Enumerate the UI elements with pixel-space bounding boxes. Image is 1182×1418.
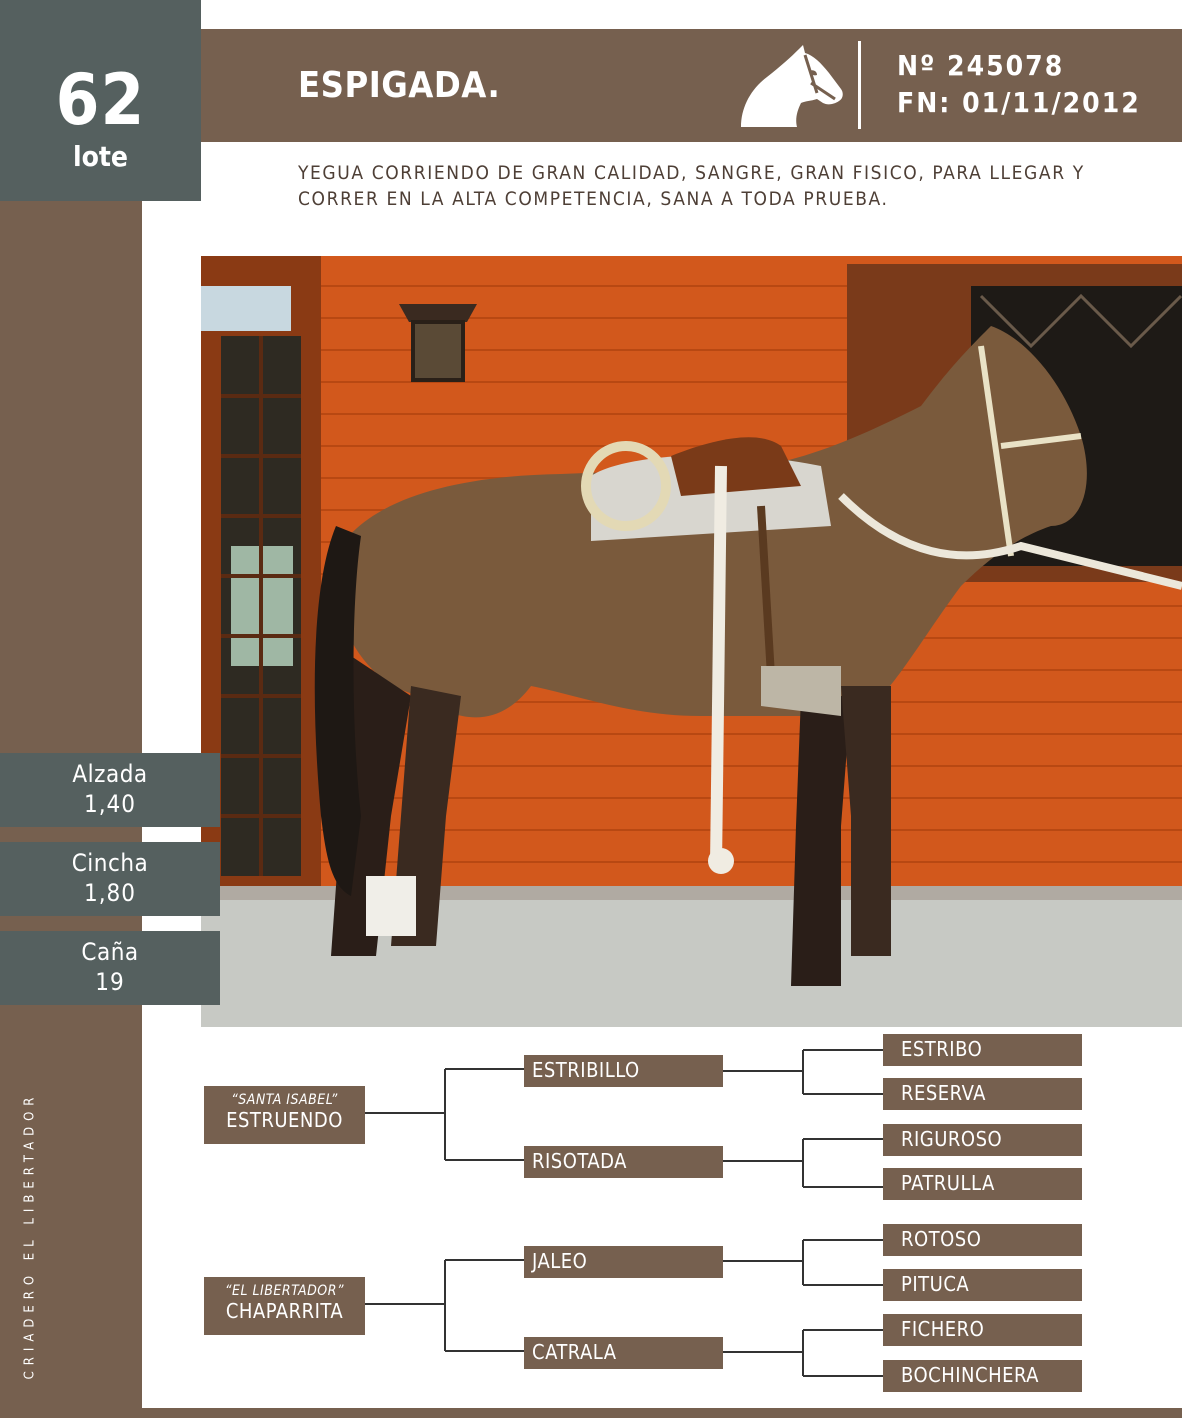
description: YEGUA CORRIENDO DE GRAN CALIDAD, SANGRE, GRAN FISICO, PARA LLEGAR Y CORRER EN LA ALTA COMPETENCIA, SANA A TODA PRUEBA. (298, 162, 1085, 210)
lot-number: 62 (55, 59, 146, 141)
birth-date: FN: 01/11/2012 (897, 86, 1141, 119)
pedigree-great-grandparent: RIGUROSO (883, 1124, 1082, 1156)
pedigree-great-grandparent: PATRULLA (883, 1168, 1082, 1200)
pedigree-dam (204, 1277, 365, 1335)
pedigree-great-grandparent: RESERVA (883, 1078, 1082, 1110)
pedigree-great-grandparent: ESTRIBO (883, 1034, 1082, 1066)
measurement-value: 1,40 (83, 790, 137, 818)
dam-farm: “EL LIBERTADOR” (225, 1283, 344, 1299)
pedigree-sire (204, 1086, 365, 1144)
pedigree-great-grandparent: FICHERO (883, 1314, 1082, 1346)
measurement-value: 1,80 (83, 879, 137, 907)
pedigree-grandparent: CATRALA (524, 1337, 723, 1369)
measurement-value: 19 (95, 968, 125, 996)
horse-name: ESPIGADA. (298, 65, 501, 106)
registration-number: Nº 245078 (897, 49, 1065, 82)
pedigree-grandparent: JALEO (524, 1246, 723, 1278)
sire-farm: “SANTA ISABEL” (231, 1092, 338, 1108)
dam-name: CHAPARRITA (225, 1299, 344, 1323)
measurement-label: Caña (81, 938, 139, 966)
pedigree-great-grandparent: ROTOSO (883, 1224, 1082, 1256)
pedigree-grandparent: RISOTADA (524, 1146, 723, 1178)
sire-name: ESTRUENDO (226, 1108, 343, 1132)
brand-vertical-text: CRIADERO EL LIBERTADOR (22, 1091, 38, 1380)
pedigree-great-grandparent: PITUCA (883, 1269, 1082, 1301)
measurement-label: Cincha (71, 849, 149, 877)
measurement-label: Alzada (72, 760, 148, 788)
pedigree-grandparent: ESTRIBILLO (524, 1055, 723, 1087)
lot-label: lote (72, 140, 129, 173)
pedigree-great-grandparent: BOCHINCHERA (883, 1360, 1082, 1392)
